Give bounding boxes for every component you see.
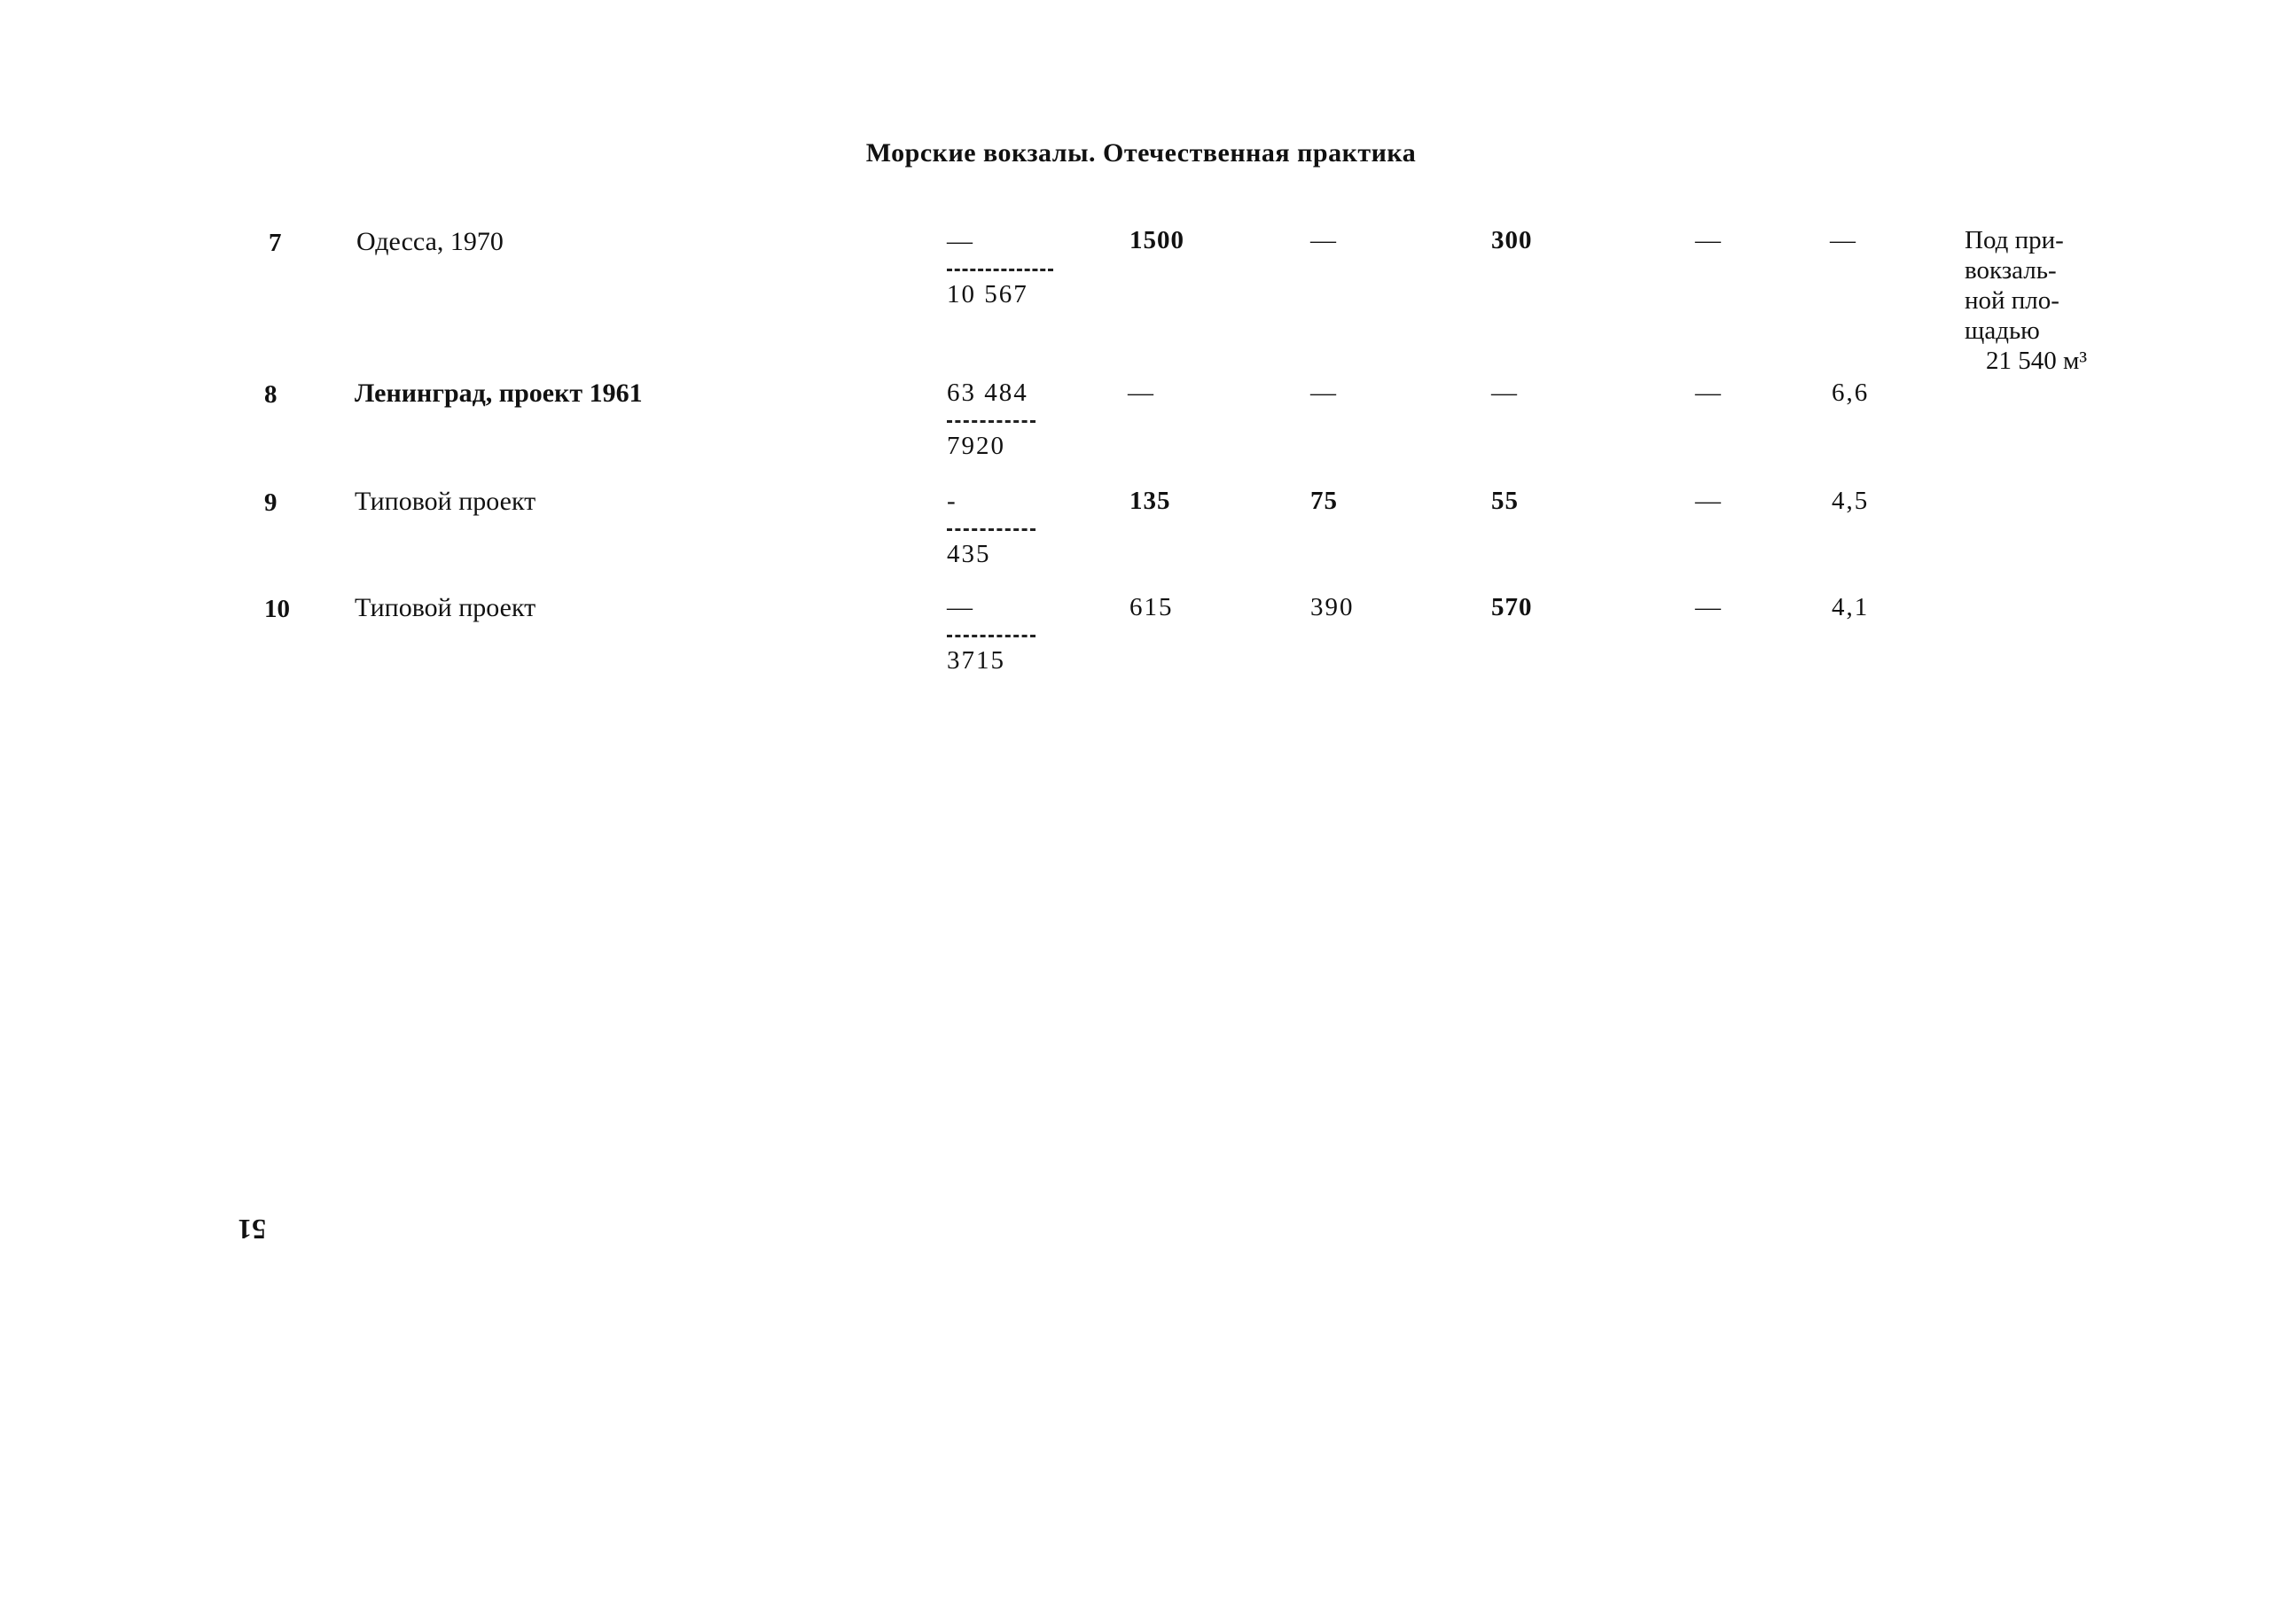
row-cell-5: — — [1695, 379, 1723, 407]
row-number: 10 — [264, 595, 290, 623]
row-cell-3: 75 — [1310, 487, 1338, 515]
row-number: 9 — [264, 488, 277, 517]
note-line: Под при- — [1965, 226, 2064, 254]
row-cell-2: — — [1128, 379, 1155, 407]
row-cell-6: 4,5 — [1832, 487, 1870, 515]
row-cell-5: — — [1695, 593, 1723, 621]
fraction-rule — [947, 635, 1035, 637]
row-fraction — [947, 487, 1071, 569]
note-line: вокзаль- — [1965, 256, 2057, 285]
row-note — [1965, 225, 2087, 376]
fraction-top: - — [947, 487, 957, 515]
fraction-rule — [947, 528, 1035, 531]
row-cell-3: — — [1310, 226, 1338, 254]
fraction-bottom: 435 — [947, 540, 991, 568]
row-cell-4: 55 — [1491, 487, 1519, 515]
row-cell-6: 6,6 — [1832, 379, 1870, 407]
row-cell-4: 570 — [1491, 593, 1533, 621]
row-cell-4: 300 — [1491, 226, 1533, 254]
fraction-rule — [947, 420, 1035, 423]
row-fraction — [947, 379, 1071, 461]
row-cell-2: 1500 — [1129, 226, 1184, 254]
note-line: щадью — [1965, 316, 2040, 345]
row-cell-4: — — [1491, 379, 1519, 407]
fraction-rule — [947, 269, 1053, 271]
row-cell-6: 4,1 — [1832, 593, 1870, 621]
row-cell-2: 615 — [1129, 593, 1174, 621]
row-cell-5: — — [1695, 487, 1723, 515]
row-cell-5: — — [1695, 226, 1723, 254]
fraction-top: — — [947, 227, 974, 255]
fraction-top: 63 484 — [947, 379, 1028, 407]
fraction-top: — — [947, 593, 974, 621]
note-line: 21 540 м³ — [1986, 347, 2088, 375]
row-name: Типовой проект — [355, 487, 536, 516]
row-name: Типовой проект — [355, 593, 536, 622]
row-cell-3: — — [1310, 379, 1338, 407]
row-name: Ленинград, проект 1961 — [355, 379, 643, 408]
row-cell-6: — — [1830, 226, 1857, 254]
row-fraction — [947, 593, 1071, 675]
row-cell-2: 135 — [1129, 487, 1171, 515]
row-cell-3: 390 — [1310, 593, 1355, 621]
note-line: ной пло- — [1965, 286, 2059, 315]
fraction-bottom: 10 567 — [947, 280, 1028, 308]
row-number: 7 — [269, 229, 282, 257]
page-number: 51 — [238, 1214, 266, 1245]
fraction-bottom: 7920 — [947, 432, 1005, 460]
fraction-bottom: 3715 — [947, 646, 1005, 675]
row-fraction — [947, 227, 1071, 309]
row-name: Одесса, 1970 — [356, 227, 504, 256]
row-number: 8 — [264, 380, 277, 409]
page-title: Морские вокзалы. Отечественная практика — [865, 138, 1417, 168]
